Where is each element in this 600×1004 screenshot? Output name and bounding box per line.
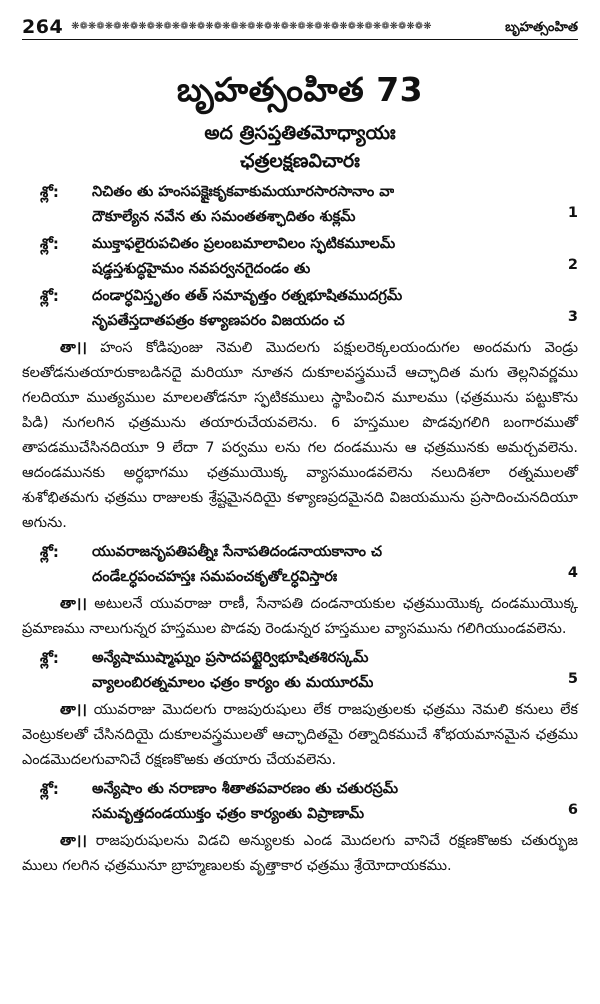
verse-number: 2 [567, 257, 578, 273]
verse-line: షడ్ఢస్తశుద్ధహైమం నవపర్వనగైదండం తు [92, 261, 311, 277]
commentary-paragraph [22, 336, 578, 536]
verse-number: 6 [567, 802, 578, 818]
commentary-text: రాజపురుషులను విడచి అన్యులకు ఎండ మొదలగు వానిచే రక్షణకొఱకు చతుర్భుజ ములు గలగిన ఛత్రమునూ బ్రాహ్మణులకు వృత్తాకార ఛత్రము శ్రేయోదాయకము. [22, 833, 578, 874]
verse-line: దండార్ధవిస్తృతం తత్ సమావృత్తం రత్నభూషితముదగ్రమ్ [92, 288, 403, 304]
verse-line-row [92, 802, 578, 827]
verse-lines [92, 540, 578, 590]
commentary-text: అటులనే యువరాజు రాణీ, సేనాపతి దండనాయకుల ఛత్రముయొక్క దండముయొక్క ప్రమాణము నాలుగున్నర హస్తముల పొడవు రెండున్నర హస్తముల వ్యాసమును గలిగియుండవలెను. [22, 596, 579, 637]
verse-line-row [92, 284, 578, 309]
verse-block [22, 284, 578, 334]
verse-line-row [92, 646, 578, 671]
verse-lines [92, 777, 578, 827]
commentary-paragraph [22, 698, 578, 773]
commentary-marker: తా।। [60, 340, 87, 356]
verse-line: అన్యేషాముష్మాఘ్నం ప్రసాదపట్టైర్విభూషితశిరస్కమ్ [92, 650, 369, 666]
verse-block [22, 232, 578, 282]
verse-number: 5 [567, 671, 578, 687]
chapter-title: బృహత్సంహిత 73 [176, 70, 424, 109]
commentary-text: యువరాజు మొదలగు రాజపురుషులు లేక రాజపుత్రులకు ఛత్రము నెమలి కనులు లేక వెంట్రుకలతో చేసినదియై దుకూలవస్త్రములతో ఆచ్ఛాదితమై రత్నాదికముచే శోభయమానమైన ఛత్రము ఎండమొదలగువానిచే రక్షణకొఱకు తయారు చేయవలెను. [22, 702, 579, 768]
verse-marker: శ్లో: [40, 235, 59, 253]
verse-line-row [92, 777, 578, 802]
verse-line-row [92, 232, 578, 257]
verse-line-row [92, 180, 578, 205]
verse-line: నిచితం తు హంసపక్షైఃకృకవాకుమయూరసారసానాం వా [92, 184, 395, 200]
verse-block [22, 180, 578, 230]
verse-number: 4 [567, 565, 578, 581]
commentary-paragraph [22, 829, 578, 879]
verse-line-row [92, 257, 578, 282]
commentary-marker: తా।। [60, 702, 87, 718]
page-body [22, 180, 578, 883]
verse-line: దండేఽర్ధపంచహస్తః సమపంచకృతోఽర్ధవిస్తారః [92, 569, 338, 585]
verse-marker: శ్లో: [40, 780, 59, 798]
verse-marker: శ్లో: [40, 543, 59, 561]
commentary-marker: తా।। [60, 596, 87, 612]
verse-marker: శ్లో: [40, 183, 59, 201]
verse-marker: శ్లో: [40, 287, 59, 305]
commentary-text: హంస కోడిపుంజు నెమలి మొదలగు పక్షులరెక్కలయందుగల అందమగు వెండ్రు కలతోడనుతయారుకాబడినదై మరియూ నూతన దుకూలవస్త్రముచే ఆచ్ఛాదిత మగు తెల్లనివర్ణము గలదియూ ముత్యముల మాలలతోడనూ స్ఫటికములు స్థాపించిన మూలము (ఛత్రమును పట్టుకొను పిడి) నుగలగిన ఛత్రమును తయారుచేయవలెను. 6 హస్తముల పొడవుగలిగి బంగారముతో తాపడముచేసినదియూ 9 లేదా 7 పర్వము లను గల దండమును ఆ ఛత్రమునకు అమర్చవలెను. ఆదండమునకు అర్ధభాగము ఛత్రముయొక్క వ్యాసముండవలెను నలుదిశలా రత్నములతో శుశోభితమగు ఛత్రము రాజులకు శ్రేష్టమైనదియై కళ్యాణప్రదమైనది విజయమును ప్రసాదించునదియూ అగును. [22, 340, 578, 531]
verse-line-row [92, 205, 578, 230]
verse-line-row [92, 671, 578, 696]
verse-lines [92, 180, 578, 230]
header-rule [22, 39, 578, 40]
verse-block [22, 540, 578, 590]
chapter-subtitle: అద త్రిసప్తతితమోధ్యాయః [204, 122, 396, 144]
verse-lines [92, 284, 578, 334]
running-head: బృహత్సంహిత [505, 20, 578, 35]
verse-line-row [92, 309, 578, 334]
commentary-marker: తా।। [60, 833, 87, 849]
verse-line: దౌకూల్యేన నవేన తు సమంతతశ్ఛాదితం శుక్లమ్ [92, 209, 356, 225]
verse-lines [92, 646, 578, 696]
verse-marker: శ్లో: [40, 649, 59, 667]
verse-line: వ్యాలంబిరత్నమాలం ఛత్రం కార్యం తు మయూరమ్ [92, 675, 374, 691]
verse-lines [92, 232, 578, 282]
section-heading: ఛత్రలక్షణవిచారః [240, 150, 360, 172]
verse-line: నృపతేస్తదాతపత్రం కళ్యాణపరం విజయదం చ [92, 313, 345, 329]
page-number: 264 [22, 16, 64, 38]
verse-line: అన్యేషాం తు నరాణాం శీతాతపవారణం తు చతురస్రమ్ [92, 781, 399, 797]
verse-line: యువరాజనృపతిపత్నీః సేనాపతిదండనాయకానాం చ [92, 544, 383, 560]
verse-line: సమవృత్తదండయుక్తం ఛత్రం కార్యంతు విప్రాణామ్ [92, 806, 365, 822]
verse-line: ముక్తాఫలైరుపచితం ప్రలంబమాలావిలం స్ఫటికమూలమ్ [92, 236, 396, 252]
verse-block [22, 777, 578, 827]
verse-block [22, 646, 578, 696]
verse-number: 3 [567, 309, 578, 325]
header-ornament: ❋❁❋❁❋❁❋❁❋❁❋❁❋❁❋❁❋❁❋❁❋❁❋❁❋❁❋❁❋❁❋❁❋❁❋❁❋❁❋❁❋❁❋ [71, 21, 432, 32]
verse-number: 1 [567, 205, 578, 221]
verse-line-row [92, 540, 578, 565]
verse-line-row [92, 565, 578, 590]
commentary-paragraph [22, 592, 578, 642]
page-header [22, 10, 578, 38]
